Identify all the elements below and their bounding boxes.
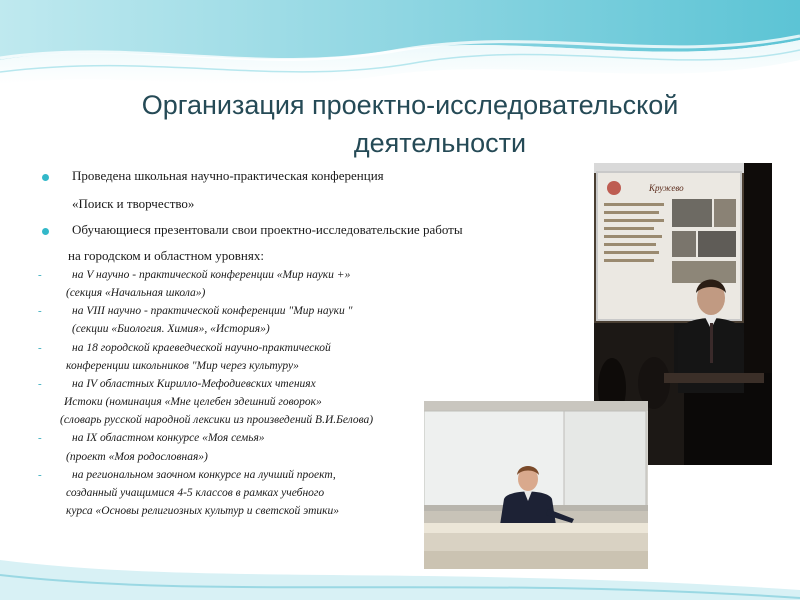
list-item: на VIII научно - практической конференции "Мир науки " <box>72 305 353 317</box>
title-line-2: деятельности <box>353 128 527 158</box>
dash-bullet-icon: - <box>38 378 42 390</box>
list-item: (секции «Биология. Химия», «История») <box>72 323 270 335</box>
dash-bullet-icon: - <box>38 432 42 444</box>
list-item: Истоки (номинация «Мне целебен здешний говорок» <box>64 396 322 408</box>
dash-bullet-icon: - <box>38 342 42 354</box>
dash-bullet-icon: - <box>38 305 42 317</box>
dash-bullet-icon: - <box>38 269 42 281</box>
student-photo <box>424 401 648 569</box>
dash-bullet-icon: - <box>38 469 42 481</box>
bullet-dot-icon <box>42 228 49 235</box>
bullet-text: «Поиск и творчество» <box>72 196 195 211</box>
list-item: (словарь русской народной лексики из произведений В.И.Белова) <box>60 414 374 426</box>
list-item: (проект «Моя родословная») <box>66 451 208 463</box>
bullet-text: Обучающиеся презентовали свои проектно-исследовательские работы <box>72 222 463 237</box>
bullet-text: на городском и областном уровнях: <box>68 248 264 263</box>
title-line-1: Организация проектно-исследовательской <box>141 90 679 120</box>
list-item: на региональном заочном конкурсе на лучший проект, <box>72 469 336 481</box>
list-item: на 18 городской краеведческой научно-практической <box>72 342 331 354</box>
slide-title <box>40 86 780 162</box>
list-item: (секция «Начальная школа») <box>66 287 206 299</box>
list-item: на IX областном конкурсе «Моя семья» <box>72 432 265 444</box>
list-item: на V научно - практической конференции «Мир науки +» <box>72 269 351 281</box>
list-item: курса «Основы религиозных культур и светской этики» <box>66 505 340 517</box>
bullet-dot-icon <box>42 174 49 181</box>
list-item: конференции школьников "Мир через культуру» <box>66 360 299 372</box>
bullet-text: Проведена школьная научно-практическая конференция <box>72 168 384 183</box>
list-item: на IV областных Кирилло-Мефодиевских чтениях <box>72 378 316 390</box>
list-item: созданный учащимися 4-5 классов в рамках учебного <box>66 487 325 499</box>
screen-heading: Кружево <box>649 183 684 193</box>
